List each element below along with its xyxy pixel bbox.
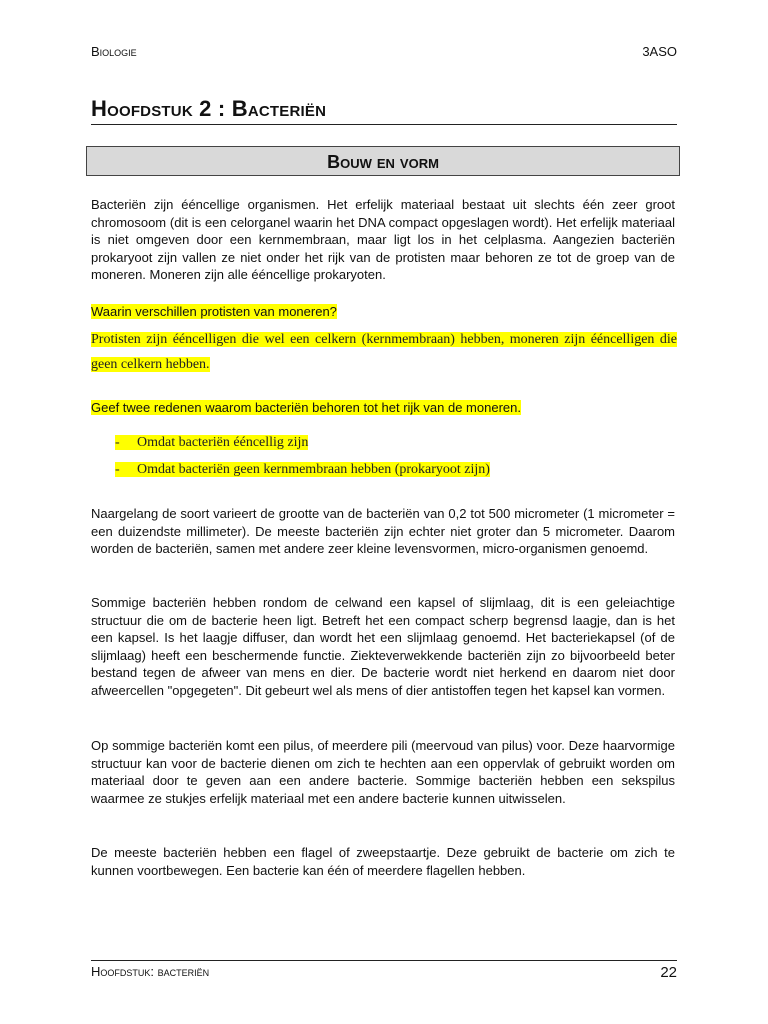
answer-2-list [115, 430, 490, 484]
paragraph-size: Naargelang de soort varieert de grootte van de bacteriën van 0,2 tot 500 micrometer (1 micrometer = een duizendste millimeter). De meeste bacteriën zijn echter niet groter dan 5 micrometer. Daarom worden de bacteriën, samen met andere zeer kleine levensvormen, micro-organismen genoemd. [91, 506, 675, 556]
list-item [115, 457, 490, 484]
header-class: 3ASO [642, 44, 677, 59]
header-subject: Biologie [91, 44, 137, 59]
question-1-text: Waarin verschillen protisten van moneren? [91, 304, 337, 319]
question-2-text: Geef twee redenen waarom bacteriën behoren tot het rijk van de moneren. [91, 400, 521, 415]
question-2 [91, 399, 521, 417]
bullet-text: Omdat bacteriën ééncellig zijn [137, 435, 309, 450]
paragraph-flagella: De meeste bacteriën hebben een flagel of zweepstaartje. Deze gebruikt de bacterie om zich te kunnen voortbewegen. Een bacterie kan één of meerdere flagellen hebben. [91, 845, 675, 878]
footer-chapter: Hoofdstuk: bacteriën [91, 964, 210, 979]
bullet-text: Omdat bacteriën geen kernmembraan hebben (prokaryoot zijn) [137, 462, 490, 477]
answer-1 [91, 327, 677, 377]
question-1 [91, 303, 337, 321]
page-number: 22 [660, 964, 677, 981]
list-item [115, 430, 490, 457]
page-footer [91, 960, 677, 979]
paragraph-capsule: Sommige bacteriën hebben rondom de celwand een kapsel of slijmlaag, dit is een geleiachtige structuur die om de bacterie heen ligt. Betreft het een compact scherp begrensd laagje, dan is het een kapsel. Is het laagje diffuser, dan wordt het een slijmlaag genoemd. Het bacteriekapsel (of de slijmlaag) heeft een beschermende functie. Ziekteverwekkende bacteriën zijn zo bijvoorbeeld beter bestand tegen de afweer van mens en dier. De bacterie wordt niet herkend en daarom niet door afweercellen "opgegeten". Dit gebeurt wel als mens of dier antistoffen tegen het kapsel kan vormen. [91, 595, 675, 698]
section-title: Bouw en vorm [86, 146, 680, 176]
bullet-dash: - [115, 462, 120, 477]
chapter-title: Hoofdstuk 2 : Bacteriën [91, 96, 677, 125]
paragraph-intro: Bacteriën zijn ééncellige organismen. Het erfelijk materiaal bestaat uit slechts één zeer groot chromosoom (dit is een celorganel waarin het DNA compact opgeslagen wordt). Het erfelijk materiaal is niet omgeven door een kernmembraan, maar ligt los in het celplasma. Aangezien bacteriën prokaryoot zijn vallen ze niet onder het rijk van de protisten maar behoren ze tot de groep van de moneren. Moneren zijn alle ééncellige prokaryoten. [91, 197, 675, 282]
answer-1-text: Protisten zijn ééncelligen die wel een celkern (kernmembraan) hebben, moneren zijn ééncelligen die geen celkern hebben. [91, 332, 677, 372]
bullet-dash: - [115, 435, 120, 450]
paragraph-pili: Op sommige bacteriën komt een pilus, of meerdere pili (meervoud van pilus) voor. Deze haarvormige structuur kan voor de bacterie dienen om zich te hechten aan een oppervlak of gebruikt worden om materiaal door te geven aan een andere bacterie. Sommige bacteriën hebben een sekspilus waarmee ze stukjes erfelijk materiaal met een andere bacterie kunnen uitwisselen. [91, 738, 675, 806]
